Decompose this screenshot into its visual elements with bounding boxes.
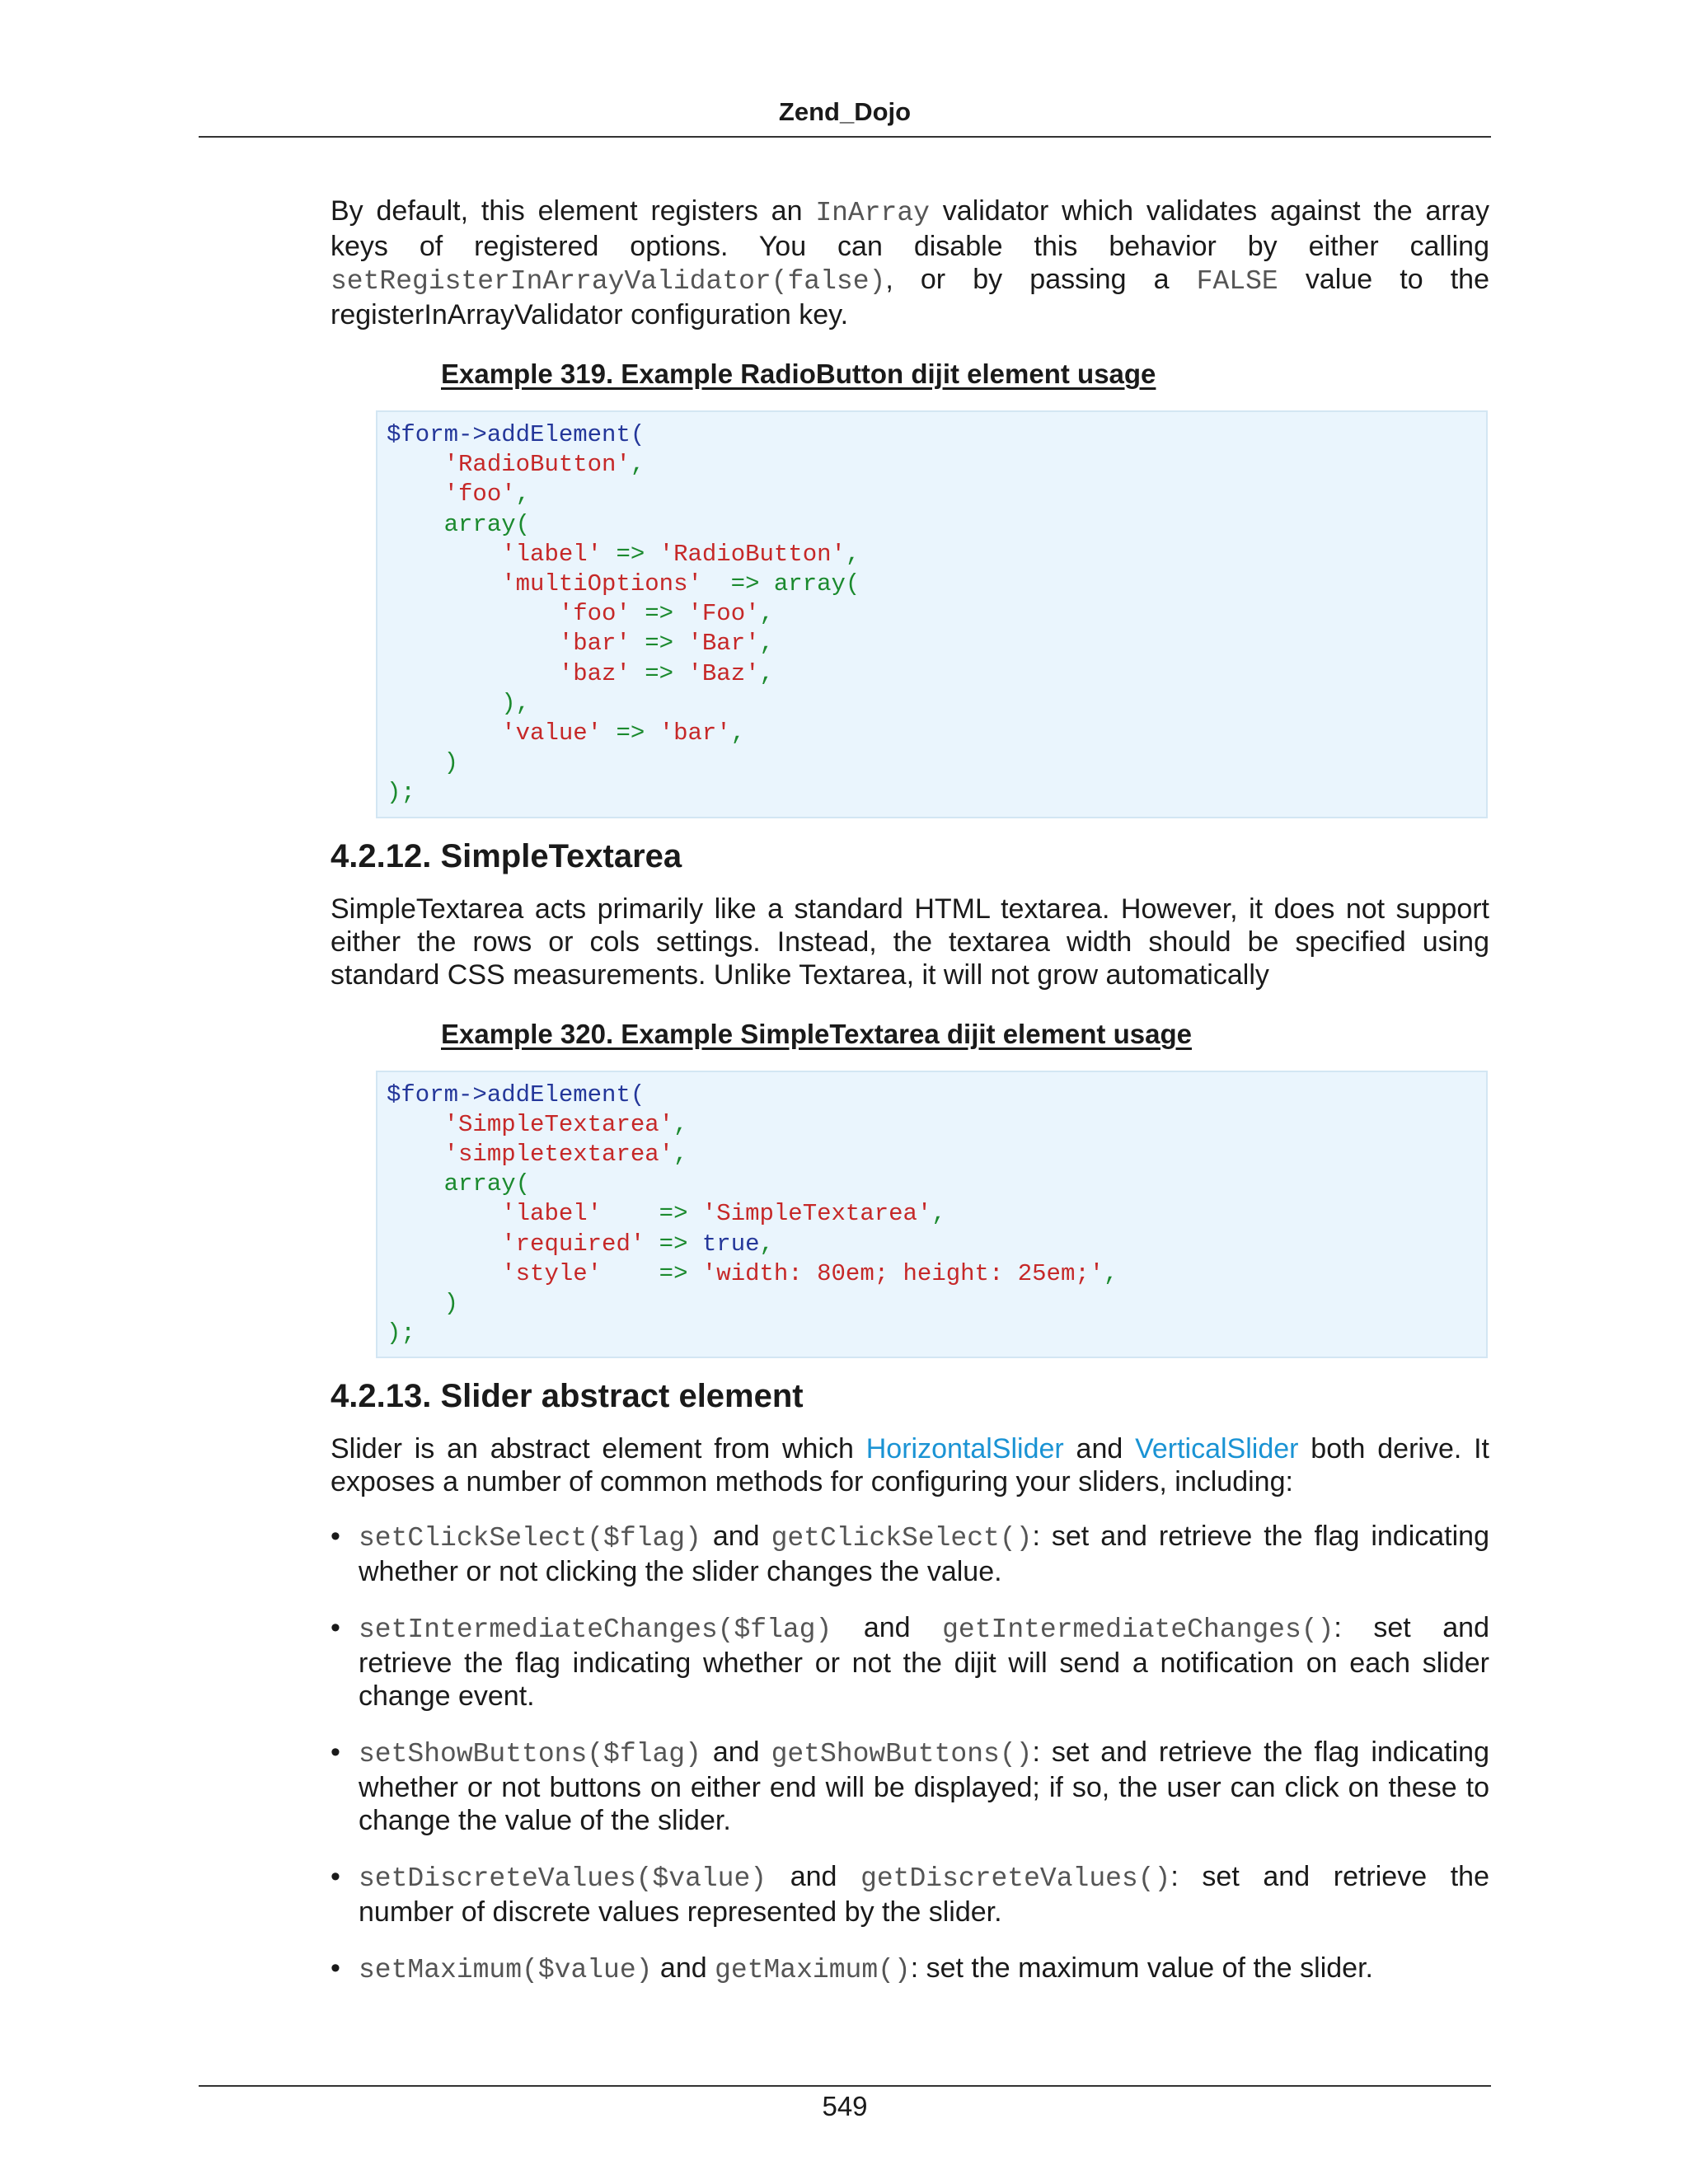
inline-code: setRegisterInArrayValidator(false) — [331, 266, 886, 297]
footer-rule — [199, 2085, 1491, 2087]
inline-code: InArray — [815, 198, 930, 228]
simpletextarea-paragraph: SimpleTextarea acts primarily like a standard HTML textarea. However, it does not support either the rows or cols settings. Instead, the textarea width should be specified using standard CSS measurements. Unlike Textarea, it will not grow automatically — [331, 893, 1489, 991]
header-rule — [199, 136, 1491, 138]
section-heading-slider: 4.2.13. Slider abstract element — [331, 1378, 804, 1415]
slider-text: Slider is an abstract element from which — [331, 1433, 866, 1465]
horizontal-slider-link[interactable]: HorizontalSlider — [865, 1433, 1064, 1465]
inline-code: FALSE — [1196, 266, 1278, 297]
list-item: • setDiscreteValues($value) and getDiscreteValues(): set and retrieve the number of discrete values represented by the slider. — [331, 1861, 1490, 1929]
list-item: • setClickSelect($flag) and getClickSelect(): set and retrieve the flag indicating whether or not clicking the slider changes the value. — [331, 1521, 1489, 1588]
list-item: • setShowButtons($flag) and getShowButtons(): set and retrieve the flag indicating whether or not buttons on either end will be displayed; if so, the user can click on these to change the value of the slider. — [331, 1736, 1489, 1837]
slider-methods-list — [331, 1520, 1489, 1987]
intro-text: , or by passing a — [885, 264, 1197, 295]
bullet-icon: • — [331, 1861, 340, 1893]
slider-paragraph — [331, 1432, 1489, 1498]
intro-paragraph — [331, 194, 1489, 331]
intro-text: By default, this element registers an — [331, 195, 816, 227]
example-320-code-block: $form->addElement( 'SimpleTextarea', 'simpletextarea', array( 'label' => 'SimpleTextarea', 'required' => true, 'style' => 'width: 80em; height: 25em;', ) ); — [376, 1071, 1488, 1359]
bullet-icon: • — [331, 1736, 340, 1769]
vertical-slider-link[interactable]: VerticalSlider — [1135, 1433, 1299, 1465]
page-header: Zend_Dojo — [778, 97, 912, 126]
list-item: • setMaximum($value) and getMaximum(): set the maximum value of the slider. — [331, 1952, 1373, 1986]
example-319-title: Example 319. Example RadioButton dijit element usage — [441, 359, 1156, 389]
intro-text: value to the registerInArrayValidator configuration key. — [331, 264, 1489, 330]
slider-text: both derive. It exposes a number of common methods for configuring your sliders, including: — [331, 1433, 1489, 1498]
example-320-title: Example 320. Example SimpleTextarea dijit element usage — [441, 1018, 1192, 1049]
list-item: • setIntermediateChanges($flag) and getIntermediateChanges(): set and retrieve the flag indicating whether or not the dijit will send a notification on each slider change event. — [331, 1612, 1489, 1713]
section-heading-simpletextarea: 4.2.12. SimpleTextarea — [331, 837, 682, 874]
bullet-icon: • — [331, 1952, 340, 1985]
example-319-code-block: $form->addElement( 'RadioButton', 'foo', array( 'label' => 'RadioButton', 'multiOptions' => array( 'foo' => 'Foo', 'bar' => 'Bar', 'baz' => 'Baz', ), 'value' => 'bar', ) ); — [376, 410, 1488, 818]
bullet-icon: • — [331, 1612, 340, 1644]
page-number: 549 — [822, 2091, 868, 2121]
bullet-icon: • — [331, 1521, 340, 1553]
page-content — [331, 194, 1489, 2010]
intro-text: validator which validates against the array keys of registered options. You can disable this behavior by either calling — [331, 195, 1489, 262]
slider-text: and — [1063, 1433, 1136, 1465]
